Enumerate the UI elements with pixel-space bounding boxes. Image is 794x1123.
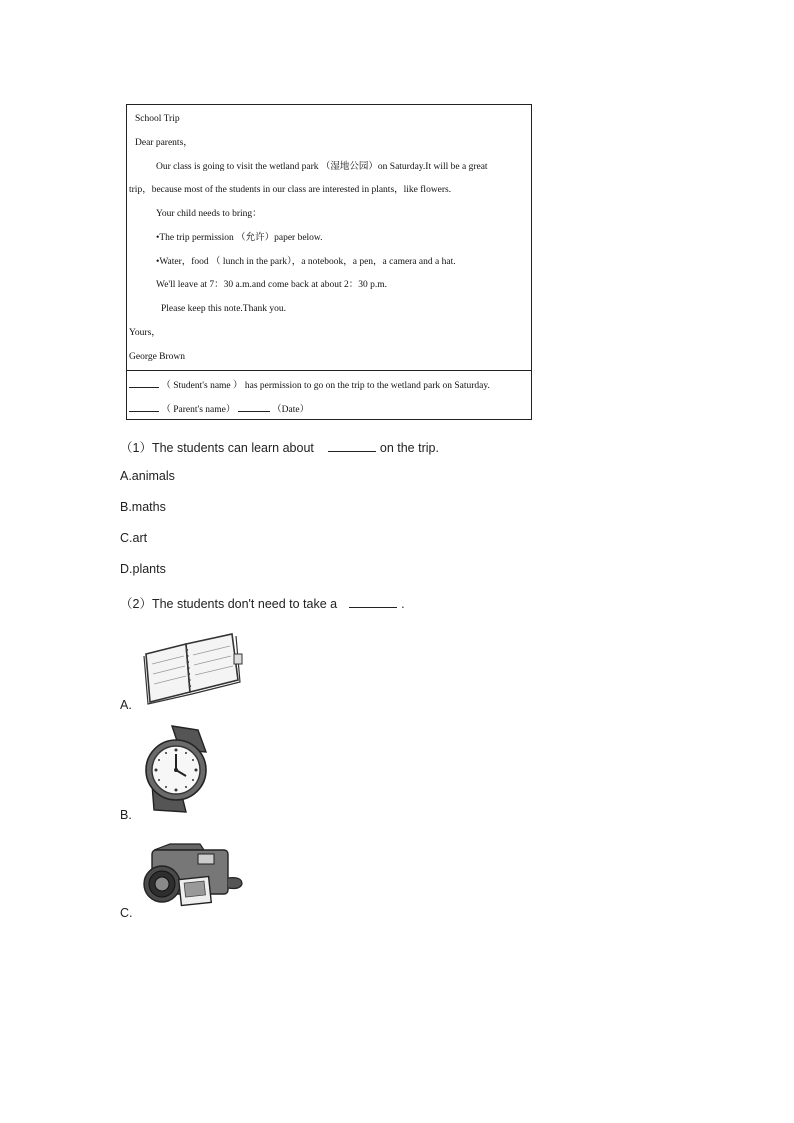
question-2-prefix: （2）The students don't need to take a (120, 597, 338, 611)
camera-icon[interactable] (140, 836, 246, 916)
slip-divider (127, 370, 531, 371)
question-1-suffix: on the trip. (379, 441, 439, 455)
notice-paragraph-line-1: Our class is going to visit the wetland park （湿地公园）on Saturday.It will be a great (156, 162, 488, 172)
date-blank[interactable] (238, 403, 270, 412)
question-1-option-b[interactable]: B.maths (120, 500, 166, 514)
question-2-blank[interactable] (349, 598, 397, 608)
question-2 (120, 594, 405, 612)
question-2-suffix: . (401, 597, 405, 611)
school-trip-notice (126, 104, 532, 420)
notice-closing: Yours， (129, 328, 161, 338)
question-2-option-b-label[interactable]: B. (120, 808, 132, 822)
notice-title: School Trip (135, 114, 180, 124)
date-text: （Date） (272, 405, 310, 415)
notebook-icon[interactable] (140, 628, 246, 706)
question-1 (120, 438, 439, 456)
notice-bring-intro: Your child needs to bring： (156, 209, 262, 219)
question-1-prefix: （1）The students can learn about (120, 441, 314, 455)
question-1-option-a[interactable]: A.animals (120, 469, 175, 483)
question-1-blank[interactable] (328, 442, 376, 452)
student-name-blank[interactable] (129, 379, 159, 388)
notice-signature: George Brown (129, 352, 186, 362)
parent-name-text: （ Parent's name） (161, 405, 236, 415)
parent-name-blank[interactable] (129, 403, 159, 412)
permission-slip-student-line (129, 379, 490, 392)
notice-bring-item-2: •Water，food （ lunch in the park），a notebook，a pen，a camera and a hat. (156, 257, 456, 267)
notice-leave-time: We'll leave at 7：30 a.m.and come back at about 2：30 p.m. (156, 280, 387, 290)
notice-bring-item-1: •The trip permission （允许）paper below. (156, 233, 323, 243)
question-1-option-d[interactable]: D.plants (120, 562, 166, 576)
question-2-option-a-label[interactable]: A. (120, 698, 132, 712)
watch-icon[interactable] (140, 722, 216, 818)
student-name-text: （ Student's name ） has permission to go on the trip to the wetland park on Saturday. (161, 381, 490, 391)
notice-paragraph-line-2: trip，because most of the students in our class are interested in plants，like flowers. (129, 185, 452, 195)
notice-greeting: Dear parents， (135, 138, 193, 148)
notice-keep-note: Please keep this note.Thank you. (161, 304, 287, 314)
question-1-option-c[interactable]: C.art (120, 531, 148, 545)
question-2-option-c-label[interactable]: C. (120, 906, 133, 920)
permission-slip-parent-line (129, 403, 309, 416)
